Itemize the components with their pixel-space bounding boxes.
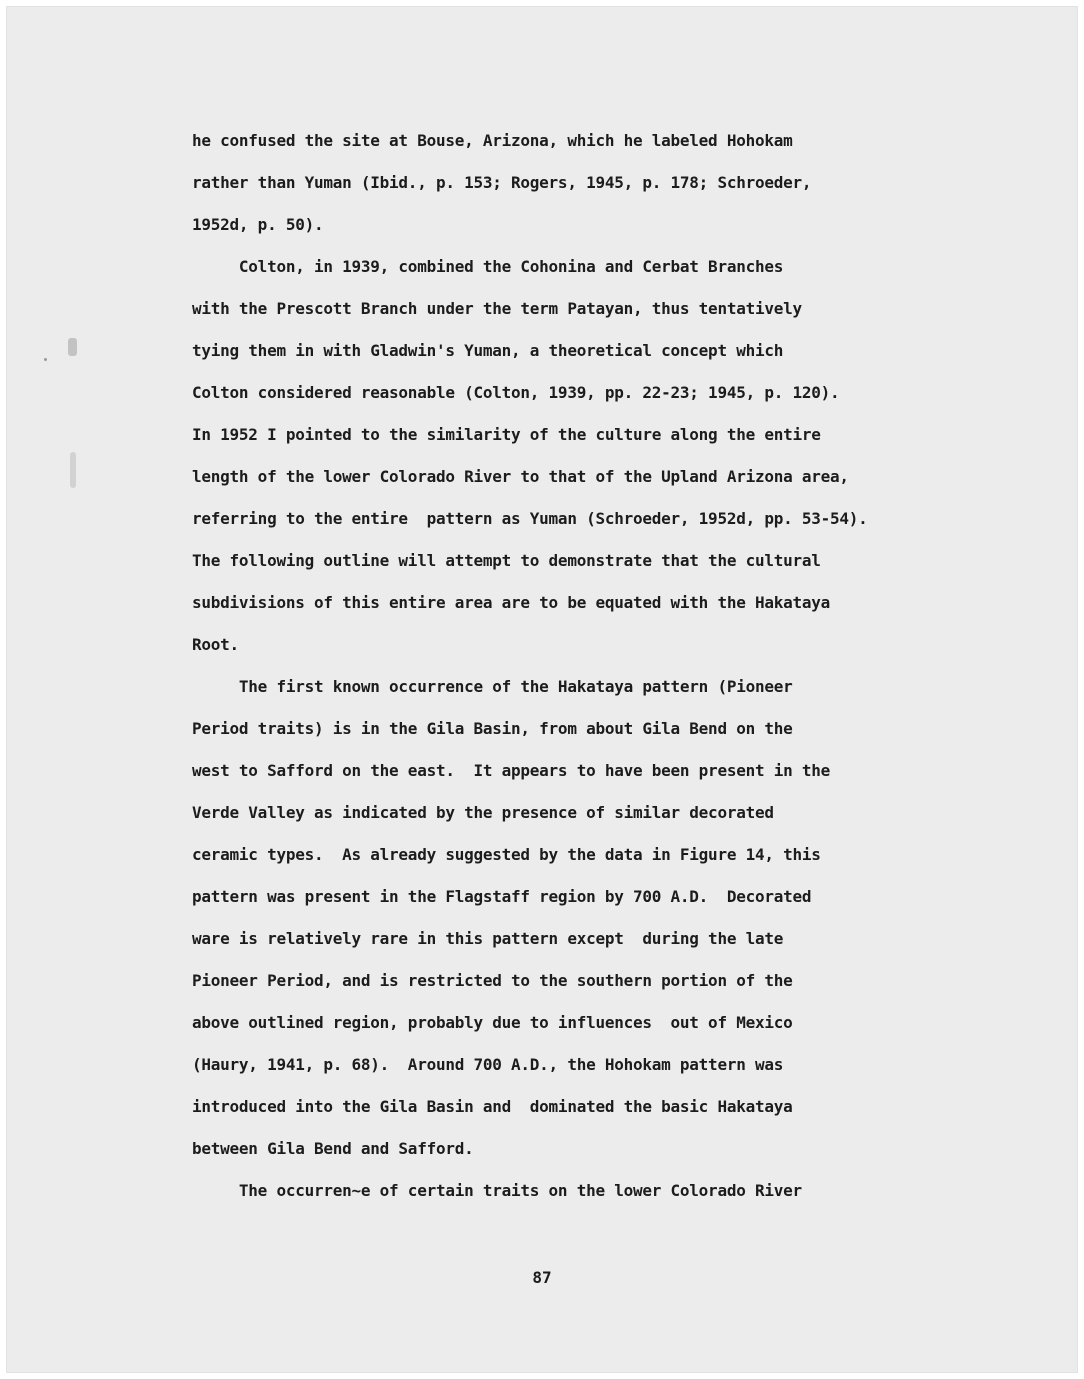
- text-line: Colton, in 1939, combined the Cohonina and Cerbat Branches: [192, 257, 784, 276]
- text-line: Pioneer Period, and is restricted to the southern portion of the: [192, 971, 793, 990]
- text-line: In 1952 I pointed to the similarity of the culture along the entire: [192, 425, 821, 444]
- text-line: pattern was present in the Flagstaff region by 700 A.D. Decorated: [192, 887, 812, 906]
- text-line: ceramic types. As already suggested by the data in Figure 14, this: [192, 845, 821, 864]
- text-line: with the Prescott Branch under the term Patayan, thus tentatively: [192, 299, 802, 318]
- text-line: introduced into the Gila Basin and dominated the basic Hakataya: [192, 1097, 793, 1116]
- text-line: Verde Valley as indicated by the presence of similar decorated: [192, 803, 774, 822]
- scan-smudge: [68, 338, 77, 356]
- text-line: Root.: [192, 635, 239, 654]
- text-line: tying them in with Gladwin's Yuman, a theoretical concept which: [192, 341, 784, 360]
- text-line: above outlined region, probably due to influences out of Mexico: [192, 1013, 793, 1032]
- text-line: Colton considered reasonable (Colton, 1939, pp. 22-23; 1945, p. 120).: [192, 383, 840, 402]
- text-line: he confused the site at Bouse, Arizona, which he labeled Hohokam: [192, 131, 793, 150]
- text-line: Period traits) is in the Gila Basin, from about Gila Bend on the: [192, 719, 793, 738]
- text-line: rather than Yuman (Ibid., p. 153; Rogers, 1945, p. 178; Schroeder,: [192, 173, 812, 192]
- text-line: The first known occurrence of the Hakataya pattern (Pioneer: [192, 677, 793, 696]
- text-line: west to Safford on the east. It appears to have been present in the: [192, 761, 831, 780]
- text-line: The following outline will attempt to demonstrate that the cultural: [192, 551, 821, 570]
- text-line: subdivisions of this entire area are to be equated with the Hakataya: [192, 593, 831, 612]
- text-line: 1952d, p. 50).: [192, 215, 324, 234]
- text-line: referring to the entire pattern as Yuman (Schroeder, 1952d, pp. 53-54).: [192, 509, 868, 528]
- body-text: [192, 128, 962, 1220]
- text-line: The occurren~e of certain traits on the lower Colorado River: [192, 1181, 802, 1200]
- text-line: between Gila Bend and Safford.: [192, 1139, 474, 1158]
- scan-smudge: [70, 452, 76, 488]
- text-line: length of the lower Colorado River to that of the Upland Arizona area,: [192, 467, 849, 486]
- text-line: (Haury, 1941, p. 68). Around 700 A.D., the Hohokam pattern was: [192, 1055, 784, 1074]
- text-line: ware is relatively rare in this pattern except during the late: [192, 929, 784, 948]
- scan-speck: [44, 358, 47, 361]
- page-number: 87: [532, 1268, 552, 1287]
